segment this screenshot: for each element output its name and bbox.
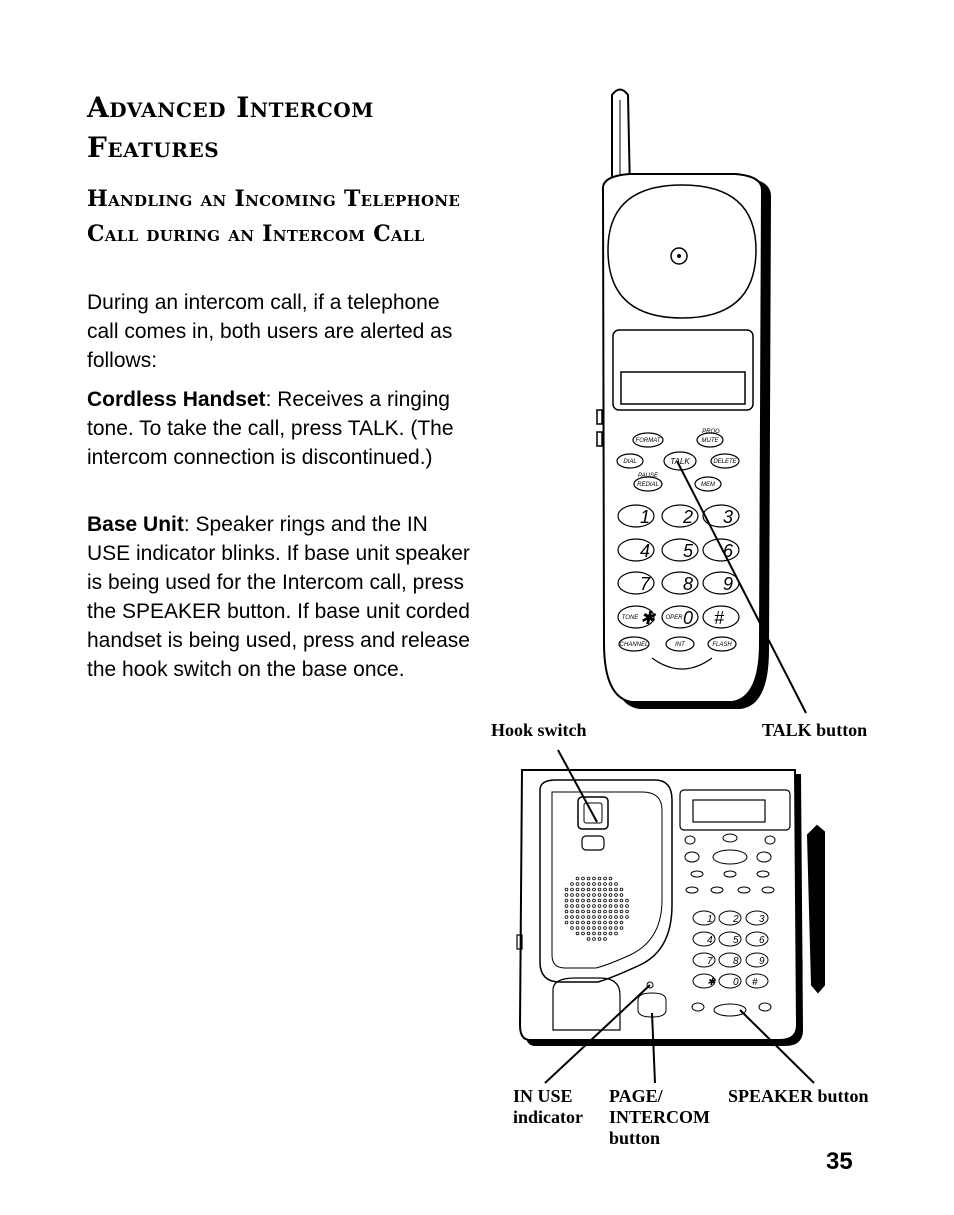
flash-key-label: FLASH <box>712 642 732 648</box>
page-number: 35 <box>826 1148 853 1175</box>
section-title: Advanced Intercom Features <box>87 91 374 164</box>
delete-key-label: DELETE <box>713 459 737 465</box>
format-key-label: FORMAT <box>635 438 661 444</box>
key-digit: 8 <box>683 574 694 594</box>
mute-key-label: MUTE <box>701 438 719 444</box>
speaker-button-label: SPEAKER button <box>728 1086 869 1106</box>
base-key-digit: 5 <box>733 935 739 946</box>
channel-key-label: CHANNEL <box>619 642 649 648</box>
int-key-label: INT <box>675 642 685 648</box>
talk-button-label: TALK button <box>762 720 868 740</box>
tone-key-label: TONE <box>621 615 639 621</box>
section-subtitle: Handling an Incoming Telephone Call during an Intercom Call <box>87 186 461 247</box>
base-key-digit: 2 <box>733 914 739 925</box>
in-use-indicator-label: IN USE indicator <box>513 1086 583 1127</box>
key-digit: 9 <box>723 574 734 594</box>
handset-term: Cordless Handset <box>87 388 266 411</box>
redial-key-label: REDIAL <box>637 482 659 488</box>
talk-key-label: TALK <box>670 457 690 466</box>
base-key-digit: # <box>752 977 758 988</box>
base-key-digit: 0 <box>733 977 739 988</box>
key-digit: 1 <box>640 507 651 527</box>
dial-key-label: DIAL <box>623 459 637 465</box>
key-digit: # <box>714 608 725 628</box>
base-key-digit: 8 <box>733 956 739 967</box>
base-text: : Speaker rings and the IN USE indicator blinks. If base unit speaker is being used for the Intercom call, press the SPEAKER button. If base unit corded handset is being used, press and release the hook switch on the base once. <box>87 513 470 681</box>
key-digit: 4 <box>640 541 651 561</box>
key-digit: ✱ <box>640 608 656 628</box>
base-key-digit: 9 <box>759 956 765 967</box>
base-key-digit: 3 <box>759 914 765 925</box>
oper-key-label: OPER <box>665 615 683 621</box>
pause-key-label: PAUSE <box>638 473 658 479</box>
prog-key-label: PROG <box>702 429 720 435</box>
base-key-digit: 1 <box>707 914 713 925</box>
mem-key-label: MEM <box>701 482 715 488</box>
base-key-digit: 7 <box>707 956 713 967</box>
base-key-digit: ✱ <box>707 977 716 988</box>
key-digit: 7 <box>640 574 651 594</box>
key-digit: 6 <box>723 541 734 561</box>
key-digit: 5 <box>683 541 694 561</box>
base-term: Base Unit <box>87 513 184 536</box>
page-intercom-button-label: PAGE/ INTERCOM button <box>609 1086 711 1148</box>
hook-switch-label: Hook switch <box>491 720 587 740</box>
base-key-digit: 6 <box>759 935 765 946</box>
key-digit: 2 <box>683 507 694 527</box>
key-digit: 3 <box>723 507 734 527</box>
base-key-digit: 4 <box>707 935 713 946</box>
handset-text: : Receives a ringing tone. To take the call, press TALK. (The intercom connection is discontinued.) <box>87 388 454 469</box>
key-digit: 0 <box>683 608 694 628</box>
intro-paragraph: During an intercom call, if a telephone call comes in, both users are alerted as follows: <box>87 291 453 372</box>
